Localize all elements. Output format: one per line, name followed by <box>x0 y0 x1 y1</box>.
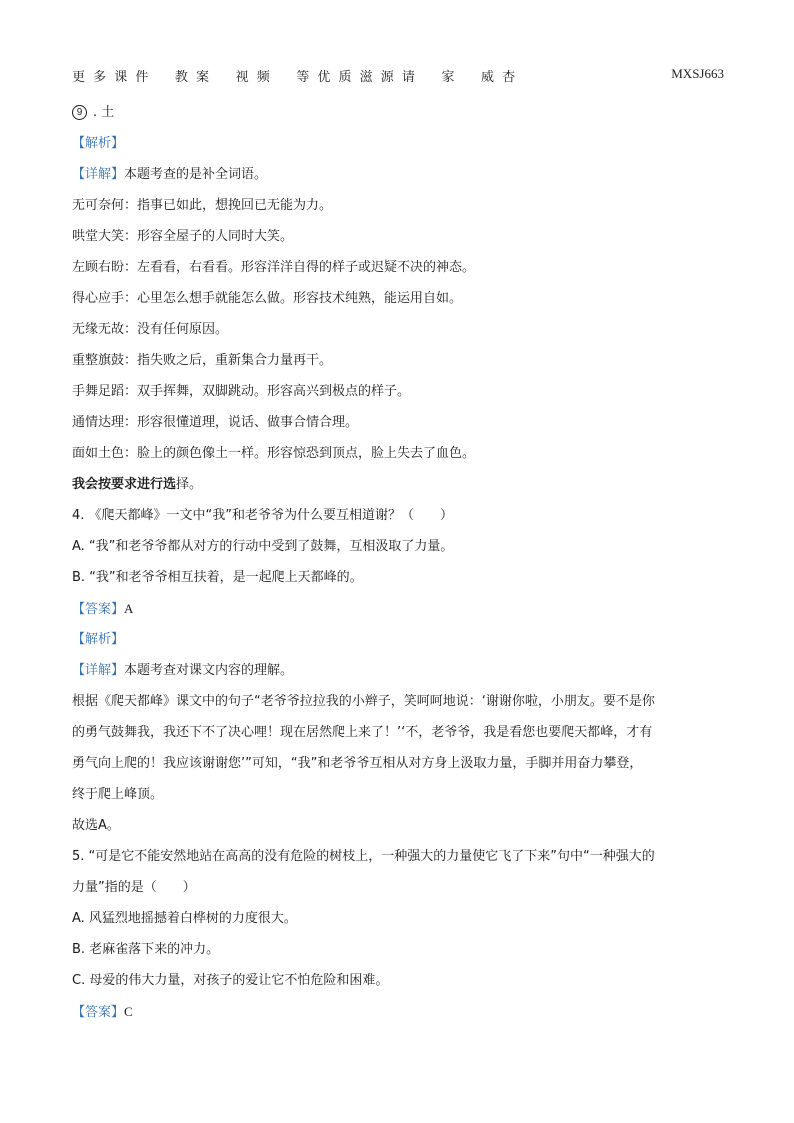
idiom-entry: 得心应手：心里怎么想手就能怎么做。形容技术纯熟，能运用自如。 <box>72 291 463 306</box>
answer-value: A <box>124 601 134 616</box>
idiom-entry: 手舞足蹈：双手挥舞，双脚跳动。形容高兴到极点的样子。 <box>72 384 411 399</box>
circled-number: 9 <box>72 105 87 120</box>
idiom-entry: 无缘无故：没有任何原因。 <box>72 322 229 337</box>
answer-line <box>72 593 724 624</box>
idiom-entry: 左顾右盼：左看看，右看看。形容洋洋自得的样子或迟疑不决的神态。 <box>72 260 476 275</box>
detail-tag: 【详解】 <box>72 663 125 678</box>
conclusion: 故选A。 <box>72 818 120 833</box>
question-4: 4. 《爬天都峰》一文中“我”和老爷爷为什么要互相道谢？（ ） <box>72 508 454 523</box>
answer-line <box>72 996 724 1027</box>
analysis-tag: 【解析】 <box>72 632 125 647</box>
analysis-text: 终于爬上峰顶。 <box>72 787 164 802</box>
detail-line <box>72 655 724 686</box>
header-code: MXSJ663 <box>671 66 724 81</box>
idiom-entry: 面如土色：脸上的颜色像土一样。形容惊恐到顶点，脸上失去了血色。 <box>72 446 476 461</box>
idiom-entry: 哄堂大笑：形容全屋子的人同时大笑。 <box>72 229 294 244</box>
page-header <box>72 66 724 86</box>
idiom-entry: 通情达理：形容很懂道理，说话、做事合情合理。 <box>72 415 359 430</box>
idiom-entry: 无可奈何：指事已如此，想挽回已无能为力。 <box>72 198 333 213</box>
option-a: A. “我”和老爷爷都从对方的行动中受到了鼓舞，互相汲取了力量。 <box>72 539 454 554</box>
detail-intro: 本题考查对课文内容的理解。 <box>124 663 294 678</box>
answer-tag: 【答案】 <box>72 602 125 617</box>
answer-tag: 【答案】 <box>72 1005 125 1020</box>
section-heading-tail: 择。 <box>176 477 203 492</box>
document-body <box>72 97 724 1027</box>
detail-tag: 【详解】 <box>72 167 125 182</box>
analysis-text: 根据《爬天都峰》课文中的句子“老爷爷拉拉我的小辫子，笑呵呵地说：‘谢谢你啦，小朋友。要不是你 <box>72 694 655 709</box>
analysis-tag: 【解析】 <box>72 136 125 151</box>
analysis-text: 勇气向上爬的！我应该谢谢您’”可知，“我”和老爷爷互相从对方身上汲取力量，手脚并用奋力攀登， <box>72 756 643 771</box>
question-5-line-2: 力量”指的是（ ） <box>72 880 196 895</box>
analysis-text: 的勇气鼓舞我，我还下不了决心哩！现在居然爬上来了！’‘不，老爷爷，我是看您也要爬天都峰，才有 <box>72 725 653 740</box>
question-5-line-1: 5. “可是它不能安然地站在高高的没有危险的树枝上，一种强大的力量使它飞了下来”句中“一种强大的 <box>72 849 655 864</box>
detail-line <box>72 159 724 190</box>
section-heading-bold: 我会按要求进行选 <box>72 477 177 492</box>
item-9 <box>72 97 724 128</box>
item-9-text: . 土 <box>93 105 115 120</box>
header-promo-text: 更 多 课 件 教 案 视 频 等 优 质 滋 源 请 家 威 杏 <box>72 70 518 85</box>
section-heading <box>72 469 724 500</box>
detail-intro: 本题考查的是补全词语。 <box>124 167 268 182</box>
option-b: B. “我”和老爷爷相互扶着，是一起爬上天都峰的。 <box>72 570 363 585</box>
answer-value: C <box>124 1004 133 1019</box>
option-b: B. 老麻雀落下来的冲力。 <box>72 942 220 957</box>
option-a: A. 风猛烈地摇撼着白桦树的力度很大。 <box>72 911 297 926</box>
idiom-entry: 重整旗鼓：指失败之后，重新集合力量再干。 <box>72 353 333 368</box>
option-c: C. 母爱的伟大力量，对孩子的爱让它不怕危险和困难。 <box>72 973 389 988</box>
